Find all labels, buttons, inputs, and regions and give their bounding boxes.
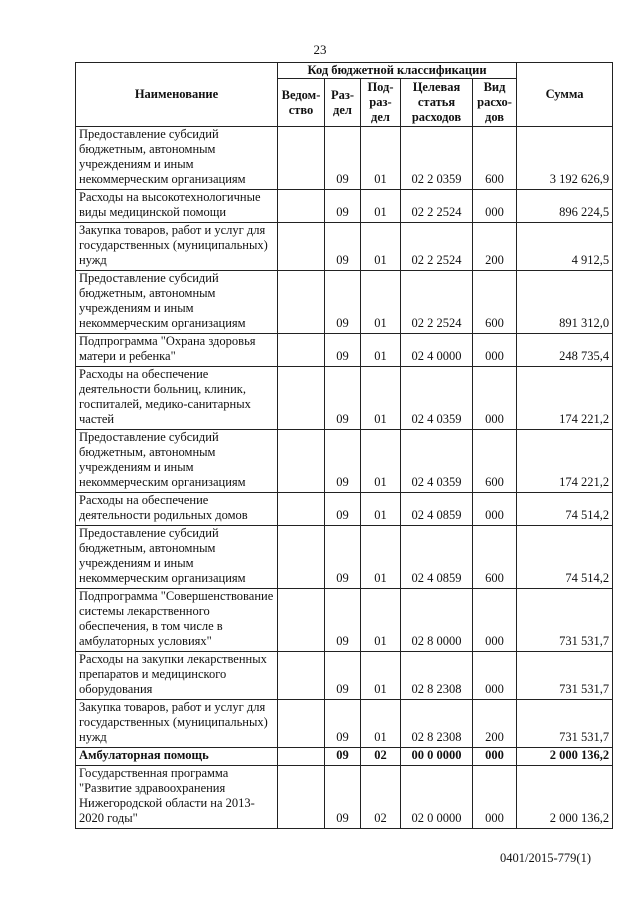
row-tselevaya: 02 2 2524	[401, 223, 473, 271]
table-row	[76, 700, 613, 748]
row-podrazdel: 02	[361, 766, 401, 829]
row-tselevaya: 02 2 2524	[401, 271, 473, 334]
row-name: Расходы на обеспечение деятельности родильных домов	[76, 493, 278, 526]
row-razdel: 09	[325, 493, 361, 526]
table-row	[76, 526, 613, 589]
row-name: Предоставление субсидий бюджетным, автономным учреждениям и иным некоммерческим организациям	[76, 430, 278, 493]
row-tselevaya: 02 2 0359	[401, 127, 473, 190]
row-tselevaya: 02 8 0000	[401, 589, 473, 652]
row-summa: 74 514,2	[517, 493, 613, 526]
row-name: Расходы на обеспечение деятельности больниц, клиник, госпиталей, медико-санитарных частей	[76, 367, 278, 430]
row-summa: 3 192 626,9	[517, 127, 613, 190]
row-vedomstvo	[278, 190, 325, 223]
row-razdel: 09	[325, 748, 361, 766]
row-vedomstvo	[278, 652, 325, 700]
row-vedomstvo	[278, 589, 325, 652]
row-vid: 000	[473, 493, 517, 526]
table-row	[76, 748, 613, 766]
row-summa: 174 221,2	[517, 367, 613, 430]
row-vedomstvo	[278, 127, 325, 190]
header-summa: Сумма	[517, 63, 613, 127]
row-razdel: 09	[325, 334, 361, 367]
row-vid: 600	[473, 127, 517, 190]
header-razdel: Раз-дел	[325, 79, 361, 127]
row-podrazdel: 01	[361, 271, 401, 334]
row-summa: 248 735,4	[517, 334, 613, 367]
row-vid: 000	[473, 748, 517, 766]
page-number: 23	[313, 42, 327, 57]
row-vedomstvo	[278, 430, 325, 493]
row-summa: 891 312,0	[517, 271, 613, 334]
row-tselevaya: 00 0 0000	[401, 748, 473, 766]
row-summa: 2 000 136,2	[517, 766, 613, 829]
row-vedomstvo	[278, 700, 325, 748]
row-podrazdel: 01	[361, 589, 401, 652]
row-vid: 600	[473, 430, 517, 493]
row-name: Расходы на закупки лекарственных препаратов и медицинского оборудования	[76, 652, 278, 700]
row-tselevaya: 02 4 0359	[401, 430, 473, 493]
row-tselevaya: 02 4 0359	[401, 367, 473, 430]
row-vid: 000	[473, 190, 517, 223]
row-vid: 600	[473, 271, 517, 334]
row-podrazdel: 01	[361, 223, 401, 271]
row-podrazdel: 01	[361, 652, 401, 700]
row-podrazdel: 01	[361, 190, 401, 223]
row-name: Предоставление субсидий бюджетным, автономным учреждениям и иным некоммерческим организациям	[76, 271, 278, 334]
row-razdel: 09	[325, 589, 361, 652]
table-row	[76, 493, 613, 526]
row-razdel: 09	[325, 190, 361, 223]
row-name: Подпрограмма "Охрана здоровья матери и ребенка"	[76, 334, 278, 367]
table-row	[76, 367, 613, 430]
row-summa: 731 531,7	[517, 700, 613, 748]
row-vid: 000	[473, 589, 517, 652]
row-razdel: 09	[325, 367, 361, 430]
row-tselevaya: 02 8 2308	[401, 700, 473, 748]
row-podrazdel: 01	[361, 526, 401, 589]
row-vid: 200	[473, 223, 517, 271]
header-podrazdel: Под-раз-дел	[361, 79, 401, 127]
row-summa: 731 531,7	[517, 589, 613, 652]
budget-table	[75, 62, 613, 829]
row-razdel: 09	[325, 223, 361, 271]
header-tselevaya: Целевая статья расходов	[401, 79, 473, 127]
table-row	[76, 271, 613, 334]
row-name: Предоставление субсидий бюджетным, автономным учреждениям и иным некоммерческим организациям	[76, 526, 278, 589]
row-vedomstvo	[278, 334, 325, 367]
row-tselevaya: 02 8 2308	[401, 652, 473, 700]
row-name: Амбулаторная помощь	[76, 748, 278, 766]
row-tselevaya: 02 0 0000	[401, 766, 473, 829]
row-tselevaya: 02 4 0000	[401, 334, 473, 367]
row-podrazdel: 01	[361, 700, 401, 748]
table-row	[76, 190, 613, 223]
row-vid: 000	[473, 652, 517, 700]
row-podrazdel: 01	[361, 430, 401, 493]
table-row	[76, 652, 613, 700]
row-razdel: 09	[325, 271, 361, 334]
row-name: Предоставление субсидий бюджетным, автономным учреждениям и иным некоммерческим организациям	[76, 127, 278, 190]
table-row	[76, 223, 613, 271]
row-summa: 731 531,7	[517, 652, 613, 700]
row-summa: 74 514,2	[517, 526, 613, 589]
row-summa: 2 000 136,2	[517, 748, 613, 766]
row-vid: 000	[473, 367, 517, 430]
row-razdel: 09	[325, 652, 361, 700]
row-podrazdel: 01	[361, 367, 401, 430]
row-summa: 896 224,5	[517, 190, 613, 223]
row-vedomstvo	[278, 223, 325, 271]
row-name: Расходы на высокотехнологичные виды медицинской помощи	[76, 190, 278, 223]
header-classification-group: Код бюджетной классификации	[278, 63, 517, 79]
row-name: Закупка товаров, работ и услуг для государственных (муниципальных) нужд	[76, 700, 278, 748]
row-name: Закупка товаров, работ и услуг для государственных (муниципальных) нужд	[76, 223, 278, 271]
row-vedomstvo	[278, 271, 325, 334]
row-podrazdel: 01	[361, 334, 401, 367]
row-razdel: 09	[325, 700, 361, 748]
row-podrazdel: 01	[361, 493, 401, 526]
row-razdel: 09	[325, 430, 361, 493]
row-podrazdel: 01	[361, 127, 401, 190]
document-code: 0401/2015-779(1)	[500, 851, 591, 865]
row-tselevaya: 02 4 0859	[401, 493, 473, 526]
row-vedomstvo	[278, 493, 325, 526]
row-vid: 600	[473, 526, 517, 589]
header-vedomstvo: Ведом-ство	[278, 79, 325, 127]
row-vid: 000	[473, 766, 517, 829]
row-podrazdel: 02	[361, 748, 401, 766]
row-vid: 200	[473, 700, 517, 748]
row-tselevaya: 02 4 0859	[401, 526, 473, 589]
row-name: Государственная программа "Развитие здравоохранения Нижегородской области на 2013-2020 годы"	[76, 766, 278, 829]
row-vid: 000	[473, 334, 517, 367]
row-summa: 174 221,2	[517, 430, 613, 493]
row-tselevaya: 02 2 2524	[401, 190, 473, 223]
row-razdel: 09	[325, 526, 361, 589]
row-name: Подпрограмма "Совершенствование системы лекарственного обеспечения, в том числе в амбулаторных условиях"	[76, 589, 278, 652]
row-summa: 4 912,5	[517, 223, 613, 271]
table-row	[76, 589, 613, 652]
table-row	[76, 334, 613, 367]
header-vid: Вид расхо-дов	[473, 79, 517, 127]
row-vedomstvo	[278, 367, 325, 430]
row-razdel: 09	[325, 127, 361, 190]
row-razdel: 09	[325, 766, 361, 829]
row-vedomstvo	[278, 748, 325, 766]
header-name: Наименование	[76, 63, 278, 127]
row-vedomstvo	[278, 526, 325, 589]
table-row	[76, 766, 613, 829]
row-vedomstvo	[278, 766, 325, 829]
table-row	[76, 127, 613, 190]
table-row	[76, 430, 613, 493]
